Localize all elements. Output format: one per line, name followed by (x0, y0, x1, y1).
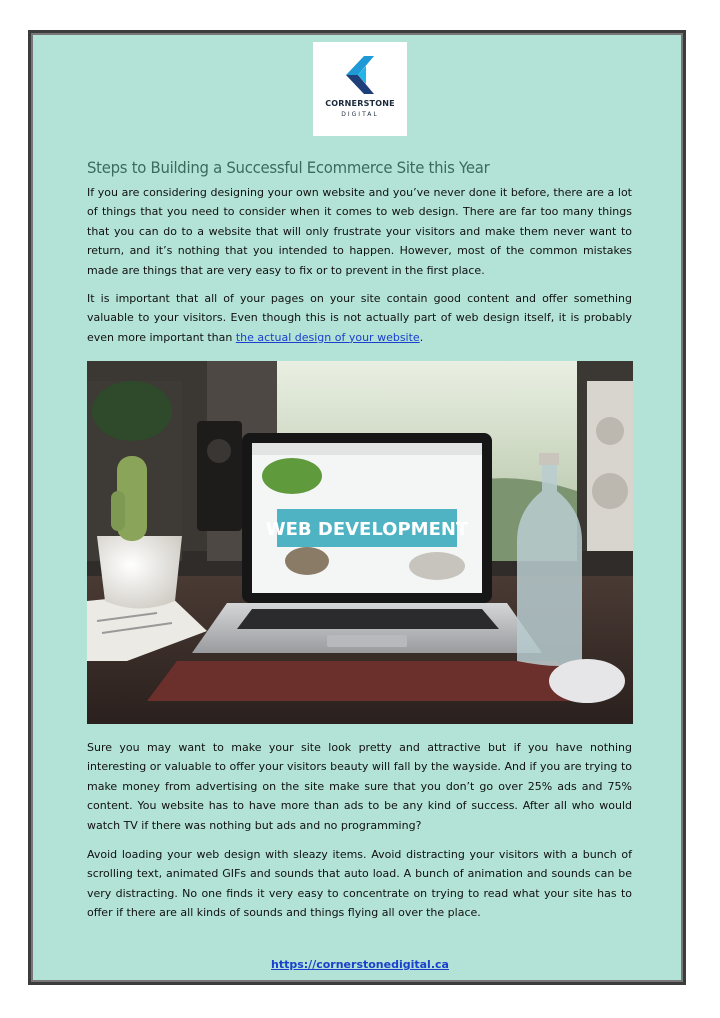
cornerstone-logo (313, 42, 407, 136)
paragraph-1: If you are considering designing your own website and you’ve never done it before, there are a lot of things that you need to consider when it comes to web design. There are far too many things that you can do to a website that will only frustrate your visitors and make them never want to return, and it’s nothing that you intended to happen. However, most of the common mistakes made are things that are very easy to fix or to prevent in the first place. (87, 186, 632, 277)
paragraph-3: Sure you may want to make your site look pretty and attractive but if you have nothing interesting or valuable to offer your visitors beauty will fall by the wayside. And if you are trying to make money from advertising on the site make sure that you don’t go over 25% ads and 75% content. You website has to have more than ads to be any kind of success. After all who would watch TV if there was nothing but ads and no programming? (87, 741, 632, 832)
website-design-link[interactable]: the actual design of your website (235, 330, 420, 344)
laptop-photo (87, 361, 633, 724)
footer (0, 958, 720, 971)
footer-url-link[interactable]: https://cornerstonedigital.ca (271, 958, 449, 971)
logo-subtitle: DIGITAL (341, 111, 379, 118)
paragraph-2 (87, 289, 632, 347)
article-title: Steps to Building a Successful Ecommerce Site this Year (87, 158, 490, 177)
laptop-photo-illustration (87, 361, 633, 724)
paragraph-4: Avoid loading your web design with sleazy items. Avoid distracting your visitors with a bunch of scrolling text, animated GIFs and sounds that auto load. A bunch of animation and sounds can be very distracting. No one finds it very easy to concentrate on trying to read what your site has to offer if there are all kinds of sounds and things flying all over the place. (87, 848, 632, 920)
paragraph-2-text: It is important that all of your pages on your site contain good content and offer something valuable to your visitors. Even though this is not actually part of web design itself, it is probably even more important than (87, 292, 632, 344)
web-development-banner: WEB DEVELOPMENT (265, 519, 469, 540)
cornerstone-logo-icon (346, 56, 374, 94)
logo-name: CORNERSTONE (325, 99, 395, 108)
paragraph-2-end: . (419, 330, 424, 344)
